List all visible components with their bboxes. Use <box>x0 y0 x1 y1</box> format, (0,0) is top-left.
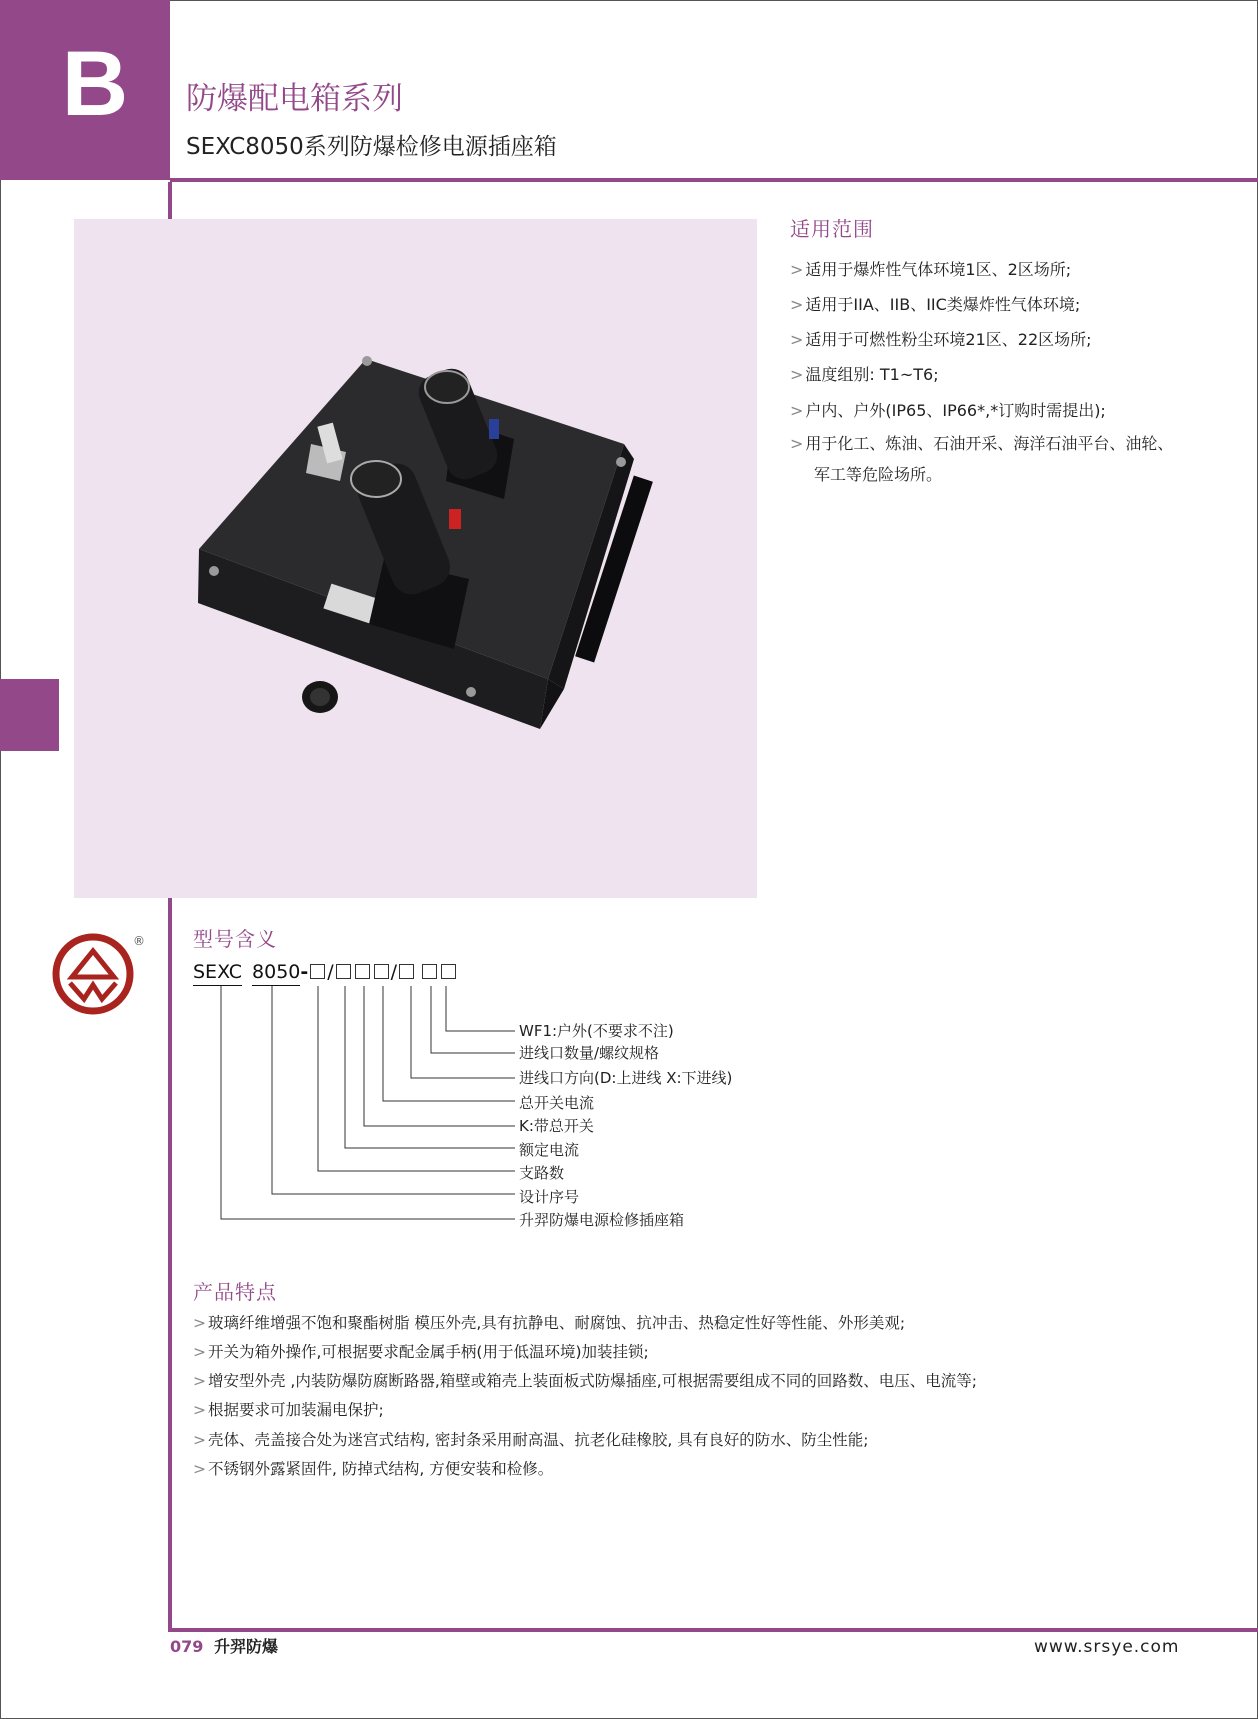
model-label: 进线口数量/螺纹规格 <box>519 1044 660 1062</box>
registered-mark: ® <box>133 934 145 948</box>
scope-item: > 适用于爆炸性气体环境1区、2区场所; <box>790 260 1072 279</box>
feature-item: > 开关为箱外操作,可根据要求配金属手柄(用于低温环境)加装挂锁; <box>193 1343 649 1361</box>
scope-item: > 适用于可燃性粉尘环境21区、22区场所; <box>790 330 1092 349</box>
scope-item-continuation: 军工等危险场所。 <box>814 465 943 484</box>
model-label: 设计序号 <box>519 1188 580 1206</box>
feature-item: > 玻璃纤维增强不饱和聚酯树脂 模压外壳,具有抗静电、耐腐蚀、抗冲击、热稳定性好等性能、外形美观; <box>193 1314 906 1332</box>
scope-heading: 适用范围 <box>790 217 874 241</box>
model-prefix: SEXC <box>193 961 242 986</box>
model-label: 总开关电流 <box>519 1094 595 1112</box>
section-letter: B <box>61 33 129 135</box>
series-title: 防爆配电箱系列 <box>186 81 403 117</box>
feature-item: > 根据要求可加装漏电保护; <box>193 1401 384 1419</box>
feature-item: > 壳体、壳盖接合处为迷宫式结构, 密封条采用耐高温、抗老化硅橡胶, 具有良好的防水、防尘性能; <box>193 1431 869 1449</box>
scope-item: > 温度组别: T1~T6; <box>790 365 939 384</box>
feature-item: > 不锈钢外露紧固件, 防掉式结构, 方便安装和检修。 <box>193 1460 554 1478</box>
website-link[interactable]: www.srsye.com <box>1034 1637 1180 1657</box>
model-label: WF1:户外(不要求不注) <box>519 1022 674 1040</box>
model-label: 进线口方向(D:上进线 X:下进线) <box>519 1069 733 1087</box>
features-heading: 产品特点 <box>193 1280 277 1304</box>
model-label: 升羿防爆电源检修插座箱 <box>519 1211 685 1229</box>
product-subtitle: SEXC8050系列防爆检修电源插座箱 <box>186 134 557 160</box>
model-number: 8050 <box>252 961 300 986</box>
model-heading: 型号含义 <box>193 927 277 951</box>
model-label: 支路数 <box>519 1164 565 1182</box>
scope-item: > 适用于IIA、IIB、IIC类爆炸性气体环境; <box>790 295 1081 314</box>
scope-item: > 用于化工、炼油、石油开采、海洋石油平台、油轮、 <box>790 434 1174 453</box>
feature-item: > 增安型外壳 ,内装防爆防腐断路器,箱壁或箱壳上装面板式防爆插座,可根据需要组成不同的回路数、电压、电流等; <box>193 1372 977 1390</box>
scope-item: > 户内、户外(IP65、IP66*,*订购时需提出); <box>790 401 1106 420</box>
footer-brand: 升羿防爆 <box>214 1637 279 1656</box>
page-number: 079 <box>170 1637 204 1656</box>
model-label: K:带总开关 <box>519 1117 594 1135</box>
model-label: 额定电流 <box>519 1141 580 1159</box>
model-code: SEXC 8050- / / <box>193 963 458 982</box>
